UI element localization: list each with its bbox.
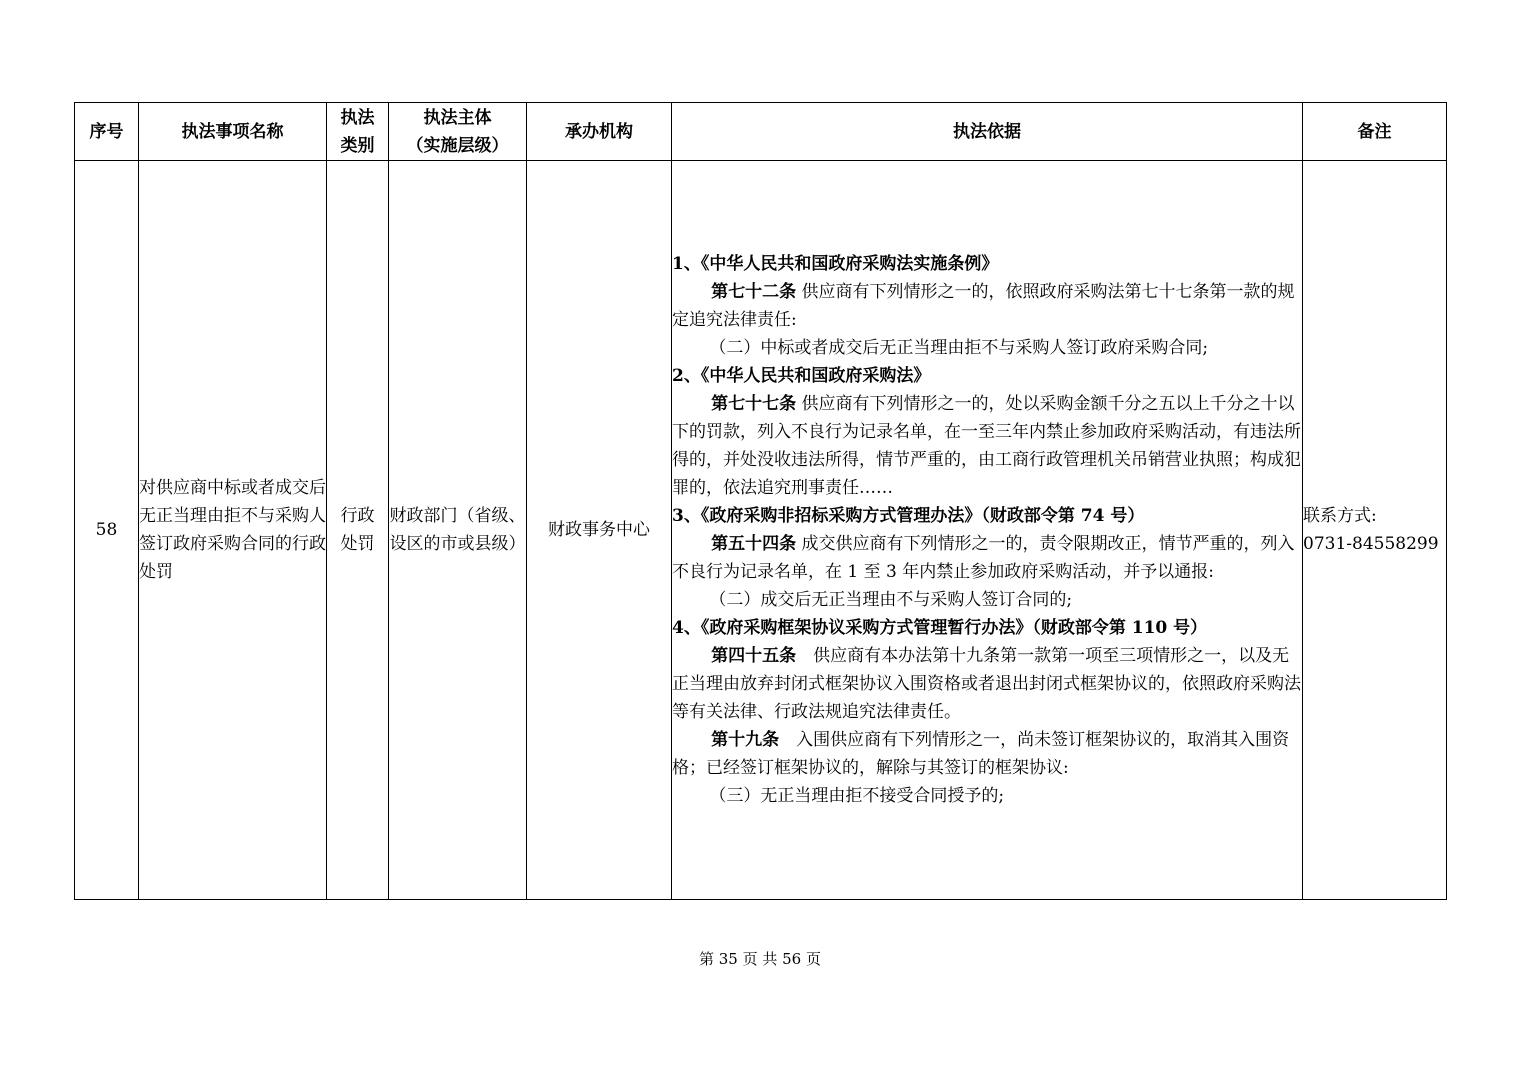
note-line1: 联系方式: — [1303, 506, 1377, 526]
header-subject-line1: 执法主体 — [423, 107, 492, 128]
header-row — [75, 103, 1447, 161]
header-subject — [389, 103, 527, 161]
header-note: 备注 — [1303, 103, 1447, 161]
cell-category — [327, 161, 389, 900]
header-subject-line2: （实施层级） — [406, 135, 509, 156]
cell-category-line1: 行政 — [340, 506, 375, 526]
header-category-line2: 类别 — [340, 135, 375, 156]
law1-article: 第七十二条 — [711, 282, 797, 302]
cell-seq: 58 — [75, 161, 139, 900]
law3-article: 第五十四条 — [711, 534, 797, 554]
law4-article2: 第十九条 — [711, 730, 780, 750]
law2-title: 2、《中华人民共和国政府采购法》 — [672, 366, 931, 386]
cell-agency: 财政事务中心 — [527, 161, 672, 900]
header-seq: 序号 — [75, 103, 139, 161]
law1-text: 供应商有下列情形之一的，依照政府采购法第七十七条第一款的规定追究法律责任: — [672, 282, 1295, 330]
law2-article: 第七十七条 — [711, 394, 797, 414]
law2-text: 供应商有下列情形之一的，处以采购金额千分之五以上千分之十以下的罚款，列入不良行为记录名单，在一至三年内禁止参加政府采购活动，有违法所得的，并处没收违法所得，情节严重的，由工商行政管理机关吊销营业执照；构成犯罪的，依法追究刑事责任…… — [672, 394, 1301, 498]
cell-subject: 财政部门（省级、设区的市或县级） — [389, 161, 527, 900]
law1-title: 1、《中华人民共和国政府采购法实施条例》 — [672, 254, 999, 274]
law4-text2: 入围供应商有下列情形之一，尚未签订框架协议的，取消其入围资格；已经签订框架协议的，解除与其签订的框架协议: — [672, 730, 1290, 778]
header-basis: 执法依据 — [672, 103, 1303, 161]
law3-paragraph — [672, 530, 1302, 586]
law1-item: （二）中标或者成交后无正当理由拒不与采购人签订政府采购合同; — [709, 338, 1209, 358]
law4-item: （三）无正当理由拒不接受合同授予的; — [709, 786, 1005, 806]
header-agency: 承办机构 — [527, 103, 672, 161]
law1-paragraph — [672, 278, 1302, 334]
cell-item-name: 对供应商中标或者成交后无正当理由拒不与采购人签订政府采购合同的行政处罚 — [139, 161, 327, 900]
header-category — [327, 103, 389, 161]
cell-category-line2: 处罚 — [340, 534, 375, 554]
page-number: 第 35 页 共 56 页 — [698, 950, 821, 968]
law4-text1: 供应商有本办法第十九条第一款第一项至三项情形之一，以及无正当理由放弃封闭式框架协议入围资格或者退出封闭式框架协议的，依照政府采购法等有关法律、行政法规追究法律责任。 — [672, 646, 1301, 722]
cell-note — [1303, 161, 1447, 900]
law2-paragraph — [672, 390, 1302, 502]
law3-item: （二）成交后无正当理由不与采购人签订合同的; — [709, 590, 1073, 610]
enforcement-table — [74, 102, 1447, 900]
law4-paragraph1 — [672, 642, 1302, 726]
header-category-line1: 执法 — [340, 107, 375, 128]
cell-basis — [672, 161, 1303, 900]
note-line2: 0731-84558299 — [1303, 534, 1439, 554]
law4-article1: 第四十五条 — [711, 646, 797, 666]
law3-title: 3、《政府采购非招标采购方式管理办法》（财政部令第 74 号） — [672, 506, 1145, 526]
header-item-name: 执法事项名称 — [139, 103, 327, 161]
table-row — [75, 161, 1447, 900]
law4-title: 4、《政府采购框架协议采购方式管理暂行办法》（财政部令第 110 号） — [672, 618, 1208, 638]
law3-text: 成交供应商有下列情形之一的，责令限期改正，情节严重的，列入不良行为记录名单，在 1 至 3 年内禁止参加政府采购活动，并予以通报: — [672, 534, 1295, 582]
law4-paragraph2 — [672, 726, 1302, 782]
